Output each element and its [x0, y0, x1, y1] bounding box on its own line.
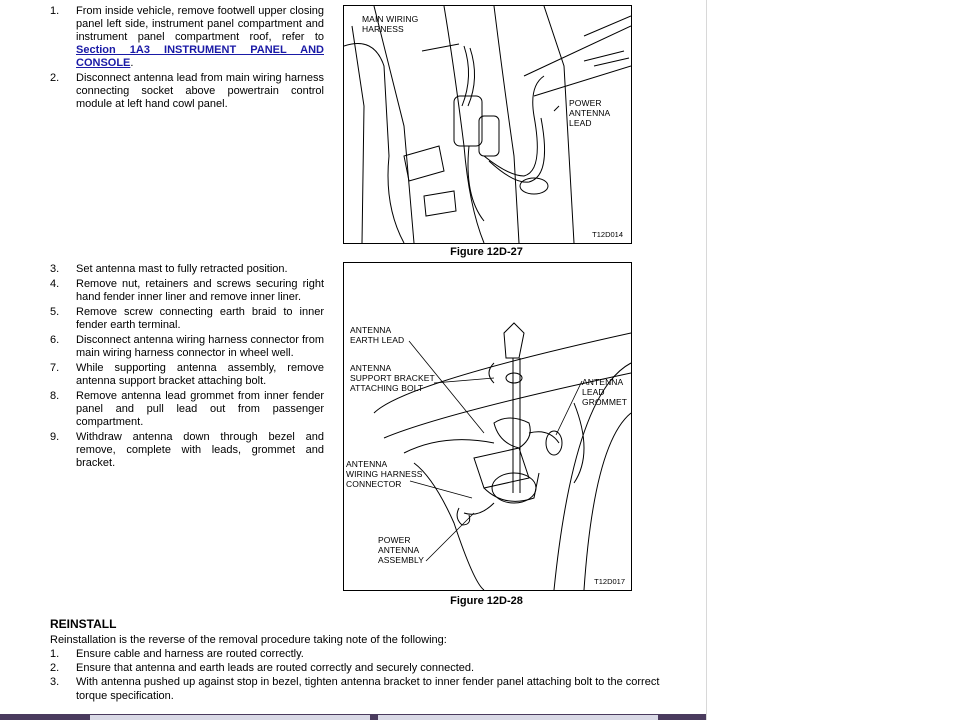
step-9	[50, 431, 324, 470]
step-number: 2.	[50, 72, 60, 84]
taskbar-strip	[0, 714, 706, 720]
step-text: From inside vehicle, remove footwell upper closing panel left side, instrument panel compartment and instrument panel compartment roof, refer to	[76, 5, 324, 43]
label-line: LEAD	[582, 387, 605, 397]
step-text: Disconnect antenna wiring harness connector from main wiring harness connector in wheel well.	[76, 334, 324, 359]
reinstall-item	[50, 647, 690, 661]
label-line: ANTENNA	[378, 545, 420, 555]
step-text: Remove nut, retainers and screws securing right hand fender inner liner and remove inner liner.	[76, 278, 324, 303]
label-line: ATTACHING BOLT	[350, 383, 424, 393]
step-text: Remove antenna lead grommet from inner fender panel and pull lead out from passenger compartment.	[76, 390, 324, 428]
item-text: With antenna pushed up against stop in bezel, tighten antenna bracket to inner fender panel attaching bolt to the correct torque specification.	[76, 676, 660, 702]
section-heading: REINSTALL	[50, 617, 117, 631]
step-text: Disconnect antenna lead from main wiring harness connecting socket above powertrain control module at left hand cowl panel.	[76, 72, 324, 110]
label-antenna-earth-lead	[350, 325, 404, 345]
blank-side-pane	[706, 0, 960, 720]
removal-steps-bottom	[50, 263, 324, 472]
figure-ref-code: T12D017	[594, 577, 625, 586]
label-line: ANTENNA	[346, 459, 388, 469]
section-link[interactable]: Section 1A3 INSTRUMENT PANEL AND CONSOLE	[76, 44, 324, 69]
label-power-antenna-lead	[569, 98, 610, 128]
label-line: EARTH LEAD	[350, 335, 405, 345]
item-number: 3.	[50, 676, 60, 688]
taskbar-tab[interactable]	[90, 715, 370, 720]
label-line: WIRING HARNESS	[346, 469, 423, 479]
step-8	[50, 390, 324, 429]
label-line: CONNECTOR	[346, 479, 402, 489]
reinstall-item	[50, 675, 690, 703]
reinstall-intro: Reinstallation is the reverse of the removal procedure taking note of the following:	[50, 634, 447, 646]
taskbar-tab[interactable]	[378, 715, 658, 720]
reinstall-section	[50, 617, 690, 703]
step-text: Remove screw connecting earth braid to inner fender earth terminal.	[76, 306, 324, 331]
step-number: 7.	[50, 362, 60, 374]
label-line: SUPPORT BRACKET	[350, 373, 435, 383]
figure-caption: Figure 12D-27	[450, 246, 523, 258]
step-1	[50, 5, 324, 70]
step-text: Set antenna mast to fully retracted position.	[76, 263, 288, 275]
step-text-end: .	[130, 57, 134, 69]
step-number: 5.	[50, 306, 60, 318]
label-line: ASSEMBLY	[378, 555, 424, 565]
step-number: 1.	[50, 5, 60, 17]
step-7	[50, 362, 324, 388]
label-line: POWER	[569, 98, 602, 108]
step-text: Withdraw antenna down through bezel and remove, complete with leads, grommet and bracket.	[76, 431, 324, 469]
figure-caption: Figure 12D-28	[450, 595, 523, 607]
label-antenna-support-bracket-bolt	[350, 363, 435, 393]
item-text: Ensure that antenna and earth leads are routed correctly and securely connected.	[76, 662, 475, 674]
label-line: LEAD	[569, 118, 592, 128]
label-line: ANTENNA	[569, 108, 611, 118]
step-5	[50, 306, 324, 332]
label-line: ANTENNA	[582, 377, 624, 387]
label-power-antenna-assembly	[378, 535, 424, 565]
label-antenna-lead-grommet	[582, 377, 627, 407]
label-main-wiring-harness	[362, 14, 418, 34]
label-line: MAIN WIRING	[362, 14, 419, 24]
step-3	[50, 263, 324, 276]
figure-12d-28	[343, 262, 632, 591]
item-number: 2.	[50, 662, 60, 674]
label-line: POWER	[378, 535, 411, 545]
label-line: ANTENNA	[350, 363, 392, 373]
step-6	[50, 334, 324, 360]
label-antenna-wiring-harness-connector	[346, 459, 423, 489]
step-number: 4.	[50, 278, 60, 290]
step-number: 3.	[50, 263, 60, 275]
figure-12d-27	[343, 5, 632, 244]
label-line: ANTENNA	[350, 325, 392, 335]
label-line: GROMMET	[582, 397, 628, 407]
figure-ref-code: T12D014	[592, 230, 623, 239]
step-2	[50, 72, 324, 111]
item-text: Ensure cable and harness are routed correctly.	[76, 648, 304, 660]
item-number: 1.	[50, 648, 60, 660]
step-number: 9.	[50, 431, 60, 443]
step-text: While supporting antenna assembly, remove antenna support bracket attaching bolt.	[76, 362, 324, 387]
step-number: 6.	[50, 334, 60, 346]
step-number: 8.	[50, 390, 60, 402]
reinstall-item	[50, 661, 690, 675]
label-line: HARNESS	[362, 24, 404, 34]
removal-steps-top	[50, 5, 324, 113]
step-4	[50, 278, 324, 304]
